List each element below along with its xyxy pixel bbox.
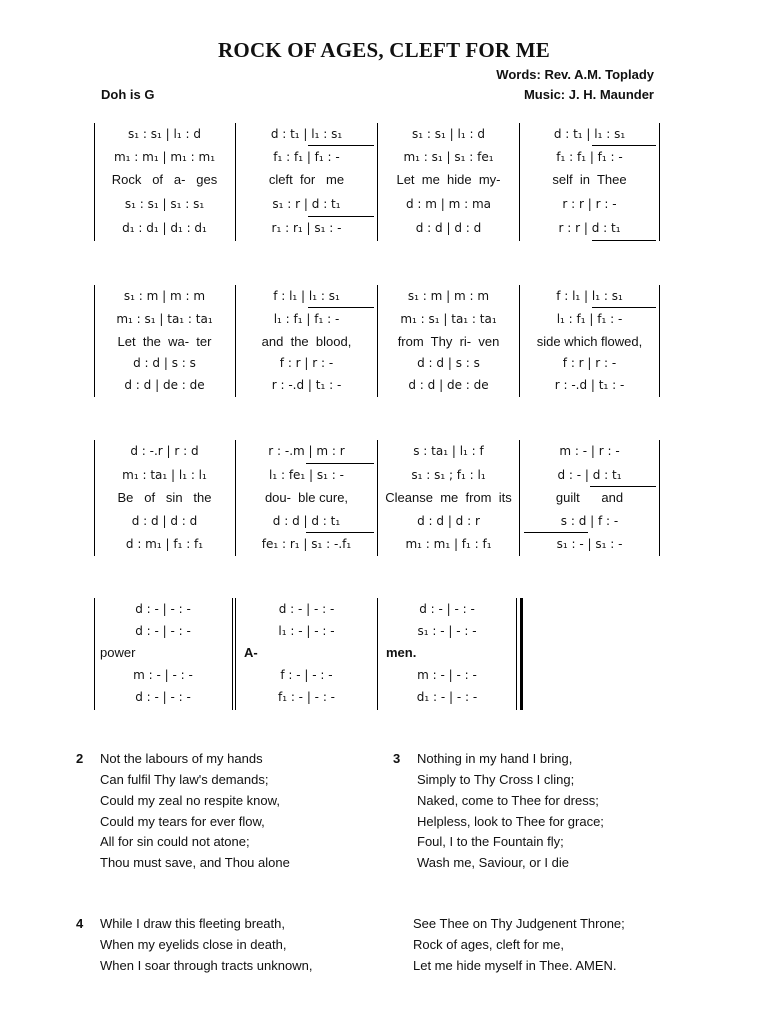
slur-line [590,486,656,487]
alto-line: m₁ : s₁ | s₁ : fe₁ [403,150,494,164]
verse-line: Naked, come to Thee for dress; [417,793,599,808]
bass-line: d₁ : - | - : - [416,690,478,704]
bass-line: d : - | - : - [135,690,191,704]
tenor-line: d : m | m : ma [405,197,492,211]
bass-line: r₁ : r₁ | s₁ : - [271,221,342,235]
bass-line: m₁ : m₁ | f₁ : f₁ [405,537,492,551]
alto-line: f₁ : f₁ | f₁ : - [273,150,340,164]
tenor-line: s₁ : s₁ | s₁ : s₁ [124,197,205,211]
bass-line: r : -.d | t₁ : - [554,378,625,392]
lyric-line: self in Thee [552,172,627,187]
bass-line: fe₁ : r₁ | s₁ : -.f₁ [261,537,352,551]
bass-line: d : d | de : de [408,378,489,392]
verse-line: See Thee on Thy Judgenent Throne; [413,916,625,931]
soprano-line: d : - | - : - [278,602,335,616]
lyric-line: Rock of a- ges [111,172,218,187]
alto-line: m₁ : m₁ | m₁ : m₁ [113,150,215,164]
lyric-line: guilt and [555,490,624,505]
lyric-line: Be of sin the [117,490,212,505]
tenor-line: f : r | r : - [562,356,617,370]
music-credit: Music: J. H. Maunder [523,87,654,102]
verse-line: Foul, I to the Fountain fly; [417,834,564,849]
alto-line: d : - | d : t₁ [557,468,622,482]
score-system-1 [94,123,660,241]
slur-line [592,307,656,308]
alto-line: l₁ : f₁ | f₁ : - [556,312,623,326]
alto-line: m₁ : s₁ | ta₁ : ta₁ [116,312,213,326]
lyric-line: cleft for me [268,172,345,187]
verse-line: Rock of ages, cleft for me, [413,937,565,952]
tenor-line: m : - | - : - [417,668,477,682]
lyric-line: and the blood, [261,334,352,349]
soprano-line: r : -.m | m : r [268,444,345,458]
soprano-line: s : ta₁ | l₁ : f [413,444,484,458]
tenor-line: f : r | r : - [279,356,334,370]
verse-line: All for sin could not atone; [100,834,250,849]
verse-line: Thou must save, and Thou alone [100,855,290,870]
bass-line: f₁ : - | - : - [277,690,336,704]
key-signature: Doh is G [101,87,155,102]
slur-line [308,216,374,217]
hymn-title: ROCK OF AGES, CLEFT FOR ME [218,38,550,62]
tenor-line: d : d | d : t₁ [272,514,341,528]
verse-number: 3 [393,751,401,766]
verse-line: While I draw this fleeting breath, [100,916,285,931]
words-credit: Words: Rev. A.M. Toplady [496,67,654,82]
score-system-3 [94,440,660,556]
lyric-line: Let me hide my- [396,172,501,187]
bass-line: s₁ : - | s₁ : - [556,537,623,551]
verse-line: Wash me, Saviour, or I die [417,855,569,870]
system-end-barline [659,123,660,241]
lyric-line: Cleanse me from its [385,490,512,505]
soprano-line: d : -.r | r : d [130,444,199,458]
soprano-line: s₁ : s₁ | l₁ : d [128,127,201,141]
alto-line: d : - | - : - [135,624,191,638]
lyric-line: power [100,645,136,660]
alto-line: m₁ : ta₁ | l₁ : l₁ [122,468,207,482]
bass-line: r : r | d : t₁ [558,221,621,235]
alto-line: m₁ : s₁ | ta₁ : ta₁ [400,312,497,326]
soprano-line: m : - | r : - [559,444,620,458]
alto-line: s₁ : s₁ ; f₁ : l₁ [411,468,486,482]
lyric-line: A- [244,645,258,660]
system-end-barline [659,440,660,556]
bass-line: d : d | de : de [124,378,205,392]
tenor-line: f : - | - : - [280,668,333,682]
soprano-line: s₁ : m | m : m [407,289,490,303]
lyric-line: from Thy ri- ven [397,334,500,349]
alto-line: l₁ : f₁ | f₁ : - [273,312,340,326]
verse-line: When I soar through tracts unknown, [100,958,313,973]
tenor-line: d : d | d : d [131,514,198,528]
lyric-line: men. [386,645,417,660]
lyric-line: dou- ble cure, [264,490,349,505]
verse-line: Simply to Thy Cross I cling; [417,772,575,787]
score-system-4 [94,598,660,710]
tenor-line: r : r | r : - [562,197,617,211]
tenor-line: m : - | - : - [133,668,193,682]
slur-line [592,145,656,146]
tenor-line: d : d | d : r [417,514,480,528]
soprano-line: d : t₁ | l₁ : s₁ [553,127,626,141]
system-end-barline [659,285,660,397]
verse-line: When my eyelids close in death, [100,937,287,952]
soprano-line: s₁ : s₁ | l₁ : d [412,127,485,141]
lyric-line: Let the wa- ter [117,334,212,349]
alto-line: f₁ : f₁ | f₁ : - [556,150,623,164]
verse-number: 2 [76,751,84,766]
slur-line [306,463,374,464]
soprano-line: f : l₁ | l₁ : s₁ [273,289,340,303]
slur-line [306,532,374,533]
slur-line [592,240,656,241]
score-system-2 [94,285,660,397]
final-barline-thick [520,598,523,710]
verse-line: Not the labours of my hands [100,751,263,766]
verse-line: Could my tears for ever flow, [100,814,265,829]
verse-line: Nothing in my hand I bring, [417,751,573,766]
slur-line [308,307,374,308]
tenor-line: s : d | f : - [560,514,619,528]
alto-line: l₁ : fe₁ | s₁ : - [269,468,344,482]
final-barline-thin [516,598,517,710]
bass-line: r : -.d | t₁ : - [271,378,342,392]
bass-line: d : m₁ | f₁ : f₁ [125,537,204,551]
verse-line: Could my zeal no respite know, [100,793,280,808]
slur-line [308,145,374,146]
alto-line: s₁ : - | - : - [417,624,477,638]
verse-line: Helpless, look to Thee for grace; [417,814,604,829]
verse-line: Let me hide myself in Thee. AMEN. [413,958,617,973]
lyric-line: side which flowed, [536,334,643,349]
verse-number: 4 [76,916,84,931]
tenor-line: s₁ : r | d : t₁ [272,197,341,211]
verse-line: Can fulfil Thy law's demands; [100,772,269,787]
slur-line [524,532,588,533]
soprano-line: d : - | - : - [135,602,191,616]
soprano-line: d : t₁ | l₁ : s₁ [270,127,343,141]
tenor-line: d : d | s : s [133,356,196,370]
bass-line: d : d | d : d [415,221,482,235]
soprano-line: s₁ : m | m : m [123,289,206,303]
tenor-line: d : d | s : s [417,356,480,370]
soprano-line: d : - | - : - [419,602,475,616]
soprano-line: f : l₁ | l₁ : s₁ [556,289,623,303]
alto-line: l₁ : - | - : - [278,624,335,638]
bass-line: d₁ : d₁ | d₁ : d₁ [122,221,207,235]
